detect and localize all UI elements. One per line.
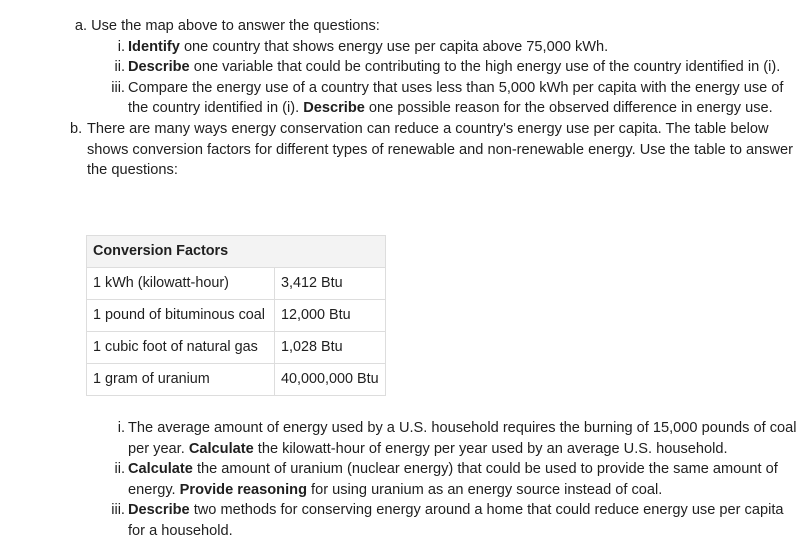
question-a-iii-verb: Describe <box>303 100 365 117</box>
question-b-ii-line2-post: for using uranium as an energy source instead of coal. <box>306 481 663 498</box>
question-a-ii-text: one variable that could be contributing to the high energy use of the country identified in (i). <box>189 59 781 76</box>
table-cell-value: 12,000 Btu <box>275 300 386 332</box>
question-b-iii-line2: for a household. <box>128 522 233 539</box>
question-a-i-verb: Identify <box>128 38 180 55</box>
part-a-intro-line <box>70 16 800 37</box>
conversion-table <box>86 235 386 396</box>
part-b-text-3: the questions: <box>87 162 178 179</box>
question-b-iii-line1: two methods for conserving energy around a home that could reduce energy use per capita <box>189 502 784 519</box>
question-a-i-marker: i. <box>117 38 125 55</box>
question-b-ii-marker: ii. <box>114 461 125 478</box>
question-a-ii <box>0 57 800 78</box>
table-cell-value: 40,000,000 Btu <box>275 364 386 396</box>
table-header-row <box>87 236 386 268</box>
question-b-i <box>0 418 800 439</box>
question-b-ii-verb-2: Provide reasoning <box>179 481 307 498</box>
question-b-i-verb: Calculate <box>188 440 254 457</box>
question-b-ii-line2-pre: energy. <box>128 481 180 498</box>
question-b-ii-line1: the amount of uranium (nuclear energy) that could be used to provide the same amount of <box>192 461 778 478</box>
question-b-i-line2-pre: per year. <box>128 440 189 457</box>
table-cell-value: 3,412 Btu <box>275 268 386 300</box>
question-b-iii-verb: Describe <box>128 502 190 519</box>
question-b-i-line2-post: the kilowatt-hour of energy per year used by an average U.S. household. <box>253 440 728 457</box>
question-b-ii-verb: Calculate <box>128 461 193 478</box>
table-cell-label: 1 pound of bituminous coal <box>87 300 275 332</box>
table-row <box>87 364 386 396</box>
question-a-iii-cont <box>0 98 800 119</box>
part-b-marker: b. <box>70 120 83 137</box>
table-cell-label: 1 cubic foot of natural gas <box>87 332 275 364</box>
question-a-iii-line2-post: one possible reason for the observed difference in energy use. <box>364 100 773 117</box>
question-b-ii-cont <box>0 480 800 501</box>
question-a-ii-marker: ii. <box>114 59 125 76</box>
question-a-i-text: one country that shows energy use per capita above 75,000 kWh. <box>179 38 609 55</box>
question-a-iii-marker: iii. <box>111 79 125 96</box>
question-a-iii-line1: Compare the energy use of a country that uses less than 5,000 kWh per capita with the energy use of <box>128 79 784 96</box>
part-b-text-1: There are many ways energy conservation can reduce a country's energy use per capita. The table below <box>87 120 769 137</box>
part-b <box>0 119 800 181</box>
table-row <box>87 268 386 300</box>
part-b-text-2: shows conversion factors for different types of renewable and non-renewable energy. Use the table to answer <box>87 141 794 158</box>
part-b-questions <box>0 418 800 542</box>
question-b-i-cont <box>0 439 800 460</box>
question-b-iii-cont <box>0 521 800 542</box>
part-b-line-2 <box>0 140 800 161</box>
question-a-iii <box>0 78 800 99</box>
part-b-line-1 <box>0 119 800 140</box>
part-b-line-3 <box>0 160 800 181</box>
part-a <box>0 16 800 37</box>
table-cell-label: 1 gram of uranium <box>87 364 275 396</box>
question-a-ii-verb: Describe <box>128 59 190 76</box>
question-b-iii-marker: iii. <box>111 502 125 519</box>
part-a-intro: Use the map above to answer the questions: <box>91 18 380 34</box>
table-row <box>87 332 386 364</box>
question-b-i-marker: i. <box>117 420 125 436</box>
question-b-ii <box>0 459 800 480</box>
question-a-iii-line2-pre: the country identified in (i). <box>128 100 304 117</box>
table-row <box>87 300 386 332</box>
table-cell-value: 1,028 Btu <box>275 332 386 364</box>
table-cell-label: 1 kWh (kilowatt-hour) <box>87 268 275 300</box>
part-a-marker: a. <box>74 18 87 34</box>
worksheet <box>0 16 800 181</box>
question-b-iii <box>0 500 800 521</box>
question-a-i <box>0 37 800 58</box>
question-b-i-line1: The average amount of energy used by a U.S. household requires the burning of 15,000 pounds of coal <box>128 420 797 436</box>
table-header: Conversion Factors <box>87 236 386 268</box>
